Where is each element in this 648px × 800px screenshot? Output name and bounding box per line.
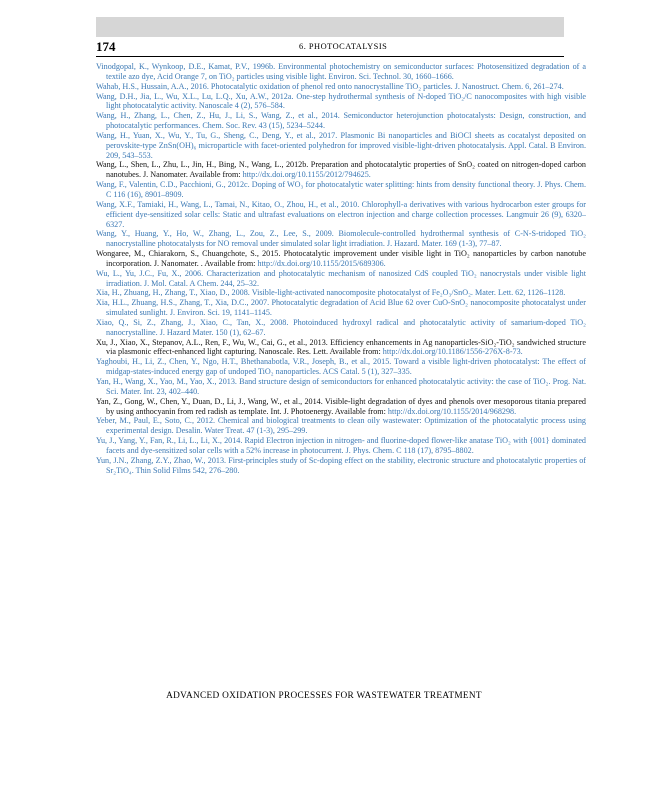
reference-entry [96,357,586,377]
reference-text: Yun, J.N., Zhang, Z.Y., Zhao, W., 2013. First-principles study of Sc-doping effect on the stability, electronic structure and photocatalytic properties of Sr₂TiO₄. Thin Solid Films 542, 276–280. [96,455,586,475]
reference-entry [96,397,586,417]
header-bar [96,17,564,37]
reference-entry [96,416,586,436]
reference-entry [96,200,586,230]
reference-text: Wang, Y., Huang, Y., Ho, W., Zhang, L., Zou, Z., Lee, S., 2009. Biomolecule-controlled hydrothermal synthesis of C-N-S-tridoped TiO₂ nanocrystalline photocatalysts for NO removal under simulated solar light irradiation. J. Hazard. Mater. 169 (1-3), 77–87. [96,229,586,249]
reference-entry [96,269,586,289]
reference-text: Wang, X.F., Tamiaki, H., Wang, L., Tamai, N., Kitao, O., Zhou, H., et al., 2010. Chlorophyll-a derivatives with various hydrocarbon ester groups for efficient dye-sensitized solar cells: Static and ultrafast evaluations on electron injection and charge collection processes. Langmuir 26 (9), 6320–6327. [96,199,586,229]
reference-text: Vinodgopal, K., Wynkoop, D.E., Kamat, P.V., 1996b. Environmental photochemistry on semiconductor surfaces: Photosensitized degradation of a textile azo dye, Acid Orange 7, on TiO₂ particles using visible light. Environ. Sci. Technol. 30, 1660–1666. [96,62,586,81]
reference-text: Xia, H.L., Zhuang, H.S., Zhang, T., Xia, D.C., 2007. Photocatalytic degradation of Acid Blue 62 over CuO-SnO₂ nanocomposite photocatalyst under simulated sunlight. J. Environ. Sci. 19, 1141–1145. [96,298,586,318]
reference-text: Wahab, H.S., Hussain, A.A., 2016. Photocatalytic oxidation of phenol red onto nanocrystalline TiO₂ particles. J. Nanostruct. Chem. 6, 261–274. [96,81,564,91]
reference-entry [96,92,586,112]
running-title: 6. PHOTOCATALYSIS [299,42,388,51]
doi-link[interactable]: http://dx.doi.org/10.1155/2012/794625. [242,170,371,180]
doi-link[interactable]: http://dx.doi.org/10.1155/2015/689306. [257,258,386,268]
reference-text: Xia, H., Zhuang, H., Zhang, T., Xiao, D., 2008. Visible-light-activated nanocomposite photocatalyst of Fe₂O₃/SnO₂. Mater. Lett. 62, 1126–1128. [96,288,566,298]
reference-text: Xu, J., Xiao, X., Stepanov, A.L., Ren, F., Wu, W., Cai, G., et al., 2013. Efficiency enhancements in Ag nanoparticles-SiO₂-TiO₂ sandwiched structure via plasmonic effect-enhanced light capturing. Nanoscale. Res. Lett. Available from: [96,337,586,357]
reference-text: Wang, H., Zhang, L., Chen, Z., Hu, J., Li, S., Wang, Z., et al., 2014. Semiconductor heterojunction photocatalysts: Design, construction, and photocatalytic performances. Chem. Soc. Rev. 43 (15), 5234–5244. [96,111,586,131]
reference-entry [96,180,586,200]
reference-text: Xiao, Q., Si, Z., Zhang, J., Xiao, C., Tan, X., 2008. Photoinduced hydroxyl radical and photocatalytic activity of samarium-doped TiO₂ nanocrystalline. J. Hazard Mater. 150 (1), 62–67. [96,317,586,337]
header-rule [96,56,564,57]
reference-entry [96,229,586,249]
reference-text: Yan, Z., Gong, W., Chen, Y., Duan, D., Li, J., Wang, W., et al., 2014. Visible-light degradation of dyes and phenols over mesoporous titania prepared by using anthocyanin from red radish as template. Int. J. Photoenergy. Available from: [96,396,586,416]
doi-link[interactable]: http://dx.doi.org/10.1186/1556-276X-8-73. [382,347,523,357]
reference-entry [96,131,586,161]
reference-text: Wang, L., Shen, L., Zhu, L., Jin, H., Bing, N., Wang, L., 2012b. Preparation and photocatalytic properties of SnO₂ coated on nitrogen-doped carbon nanotubes. J. Nanomater. Available from: [96,160,586,180]
reference-entry [96,288,586,298]
book-title-footer: ADVANCED OXIDATION PROCESSES FOR WASTEWATER TREATMENT [166,691,482,701]
reference-entry [96,377,586,397]
reference-entry [96,318,586,338]
doi-link[interactable]: http://dx.doi.org/10.1155/2014/968298. [387,406,517,416]
reference-entry [96,298,586,318]
reference-text: Yu, J., Yang, Y., Fan, R., Li, L., Li, X., 2014. Rapid Electron injection in nitrogen- and fluorine-doped flower-like anatase TiO₂ with {001} dominated facets and dye-sensitized solar cells with a 52% increase in photocurrent. J. Phys. Chem. C 118 (17), 8795–8802. [96,436,586,455]
reference-text: Yan, H., Wang, X., Yao, M., Yao, X., 2013. Band structure design of semiconductors for enhanced photocatalytic activity: the case of TiO₂. Prog. Nat. Sci. Mater. Int. 23, 402–440. [96,377,586,396]
reference-entry [96,456,586,476]
reference-entry [96,160,586,180]
reference-text: Wang, H., Yuan, X., Wu, Y., Tu, G., Sheng, C., Deng, Y., et al., 2017. Plasmonic Bi nanoparticles and BiOCl sheets as cocatalyst deposited on perovskite-type ZnSn(OH)₆ microparticle with facet-oriented polyhedron for improved visible-light-driven photocatalysis. Appl. Catal. B Environ. 209, 543–553. [96,130,586,160]
reference-text: Yeber, M., Paul, E., Soto, C., 2012. Chemical and biological treatments to clean oily wastewater: Optimization of the photocatalytic process using experimental design. Desalin. Water Treat. 47 (1-3), 295–299. [96,416,586,436]
reference-entry [96,111,586,131]
page-number: 174 [96,39,116,54]
reference-entry [96,82,586,92]
reference-text: Wu, L., Yu, J.C., Fu, X., 2006. Characterization and photocatalytic mechanism of nanosized CdS coupled TiO₂ nanocrystals under visible light irradiation. J. Mol. Catal. A Chem. 244, 25–32. [96,268,586,288]
reference-entry [96,62,586,82]
reference-text: Yaghoubi, H., Li, Z., Chen, Y., Ngo, H.T., Bhethanabotla, V.R., Joseph, B., et al., 2015. Toward a visible light-driven photocatalyst: The effect of midgap-states-induced energy gap of undoped TiO₂ nanoparticles. ACS Catal. 5 (1), 327–335. [96,357,586,377]
reference-entry [96,249,586,269]
reference-text: Wang, D.H., Jia, L., Wu, X.L., Lu, L.Q., Xu, A.W., 2012a. One-step hydrothermal synthesis of N-doped TiO₂/C nanocomposites with high visible light photocatalytic activity. Nanoscale 4 (2), 576–584. [96,91,586,111]
reference-text: Wongaree, M., Chiarakorn, S., Chuangchote, S., 2015. Photocatalytic improvement under visible light in TiO₂ nanoparticles by carbon nanotube incorporation. J. Nanomater. . Available from: [96,249,586,268]
reference-entry [96,436,586,456]
reference-text: Wang, F., Valentin, C.D., Pacchioni, G., 2012c. Doping of WO₃ for photocatalytic water splitting: hints from density functional theory. J. Phys. Chem. C 116 (16), 8901–8909. [96,180,586,199]
reference-list [96,62,586,475]
reference-entry [96,338,586,358]
